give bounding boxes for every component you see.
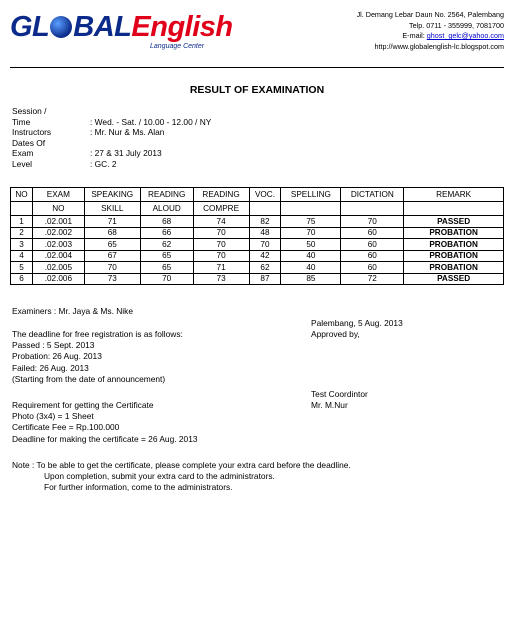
remark-cell: PROBATION xyxy=(404,250,504,262)
header-row-bottom xyxy=(11,202,504,216)
cell: 62 xyxy=(249,262,281,274)
cell: .02.005 xyxy=(32,262,84,274)
col-header: NO xyxy=(11,188,33,202)
results-table xyxy=(10,187,504,285)
approved-by: Approved by, xyxy=(311,329,360,339)
cell: .02.004 xyxy=(32,250,84,262)
logo-text xyxy=(10,10,233,44)
deadline-line: Failed: 26 Aug. 2013 xyxy=(12,362,89,373)
document-title: RESULT OF EXAMINATION xyxy=(189,84,325,96)
logo-subtitle: Language Center xyxy=(150,43,205,50)
remark-cell: PASSED xyxy=(404,273,504,285)
note-line: For further information, come to the administrators. xyxy=(44,482,233,493)
cell: 65 xyxy=(140,250,193,262)
cell: 72 xyxy=(341,273,404,285)
info-value: : GC. 2 xyxy=(90,158,117,169)
cell: 62 xyxy=(140,239,193,251)
col-header xyxy=(11,202,33,216)
cell: 66 xyxy=(140,227,193,239)
cell: 60 xyxy=(341,262,404,274)
cell: .02.002 xyxy=(32,227,84,239)
table-row xyxy=(11,273,504,285)
info-label: Exam xyxy=(12,148,34,159)
cell: 3 xyxy=(11,239,33,251)
cell: 73 xyxy=(84,273,140,285)
cell: 70 xyxy=(193,227,249,239)
info-label: Time xyxy=(12,116,31,127)
cell: 2 xyxy=(11,227,33,239)
cell: 5 xyxy=(11,262,33,274)
col-header xyxy=(404,202,504,216)
cell: 70 xyxy=(84,262,140,274)
deadline-line: The deadline for free registration is as follows: xyxy=(12,329,183,339)
cell: 85 xyxy=(281,273,341,285)
cell: 48 xyxy=(249,227,281,239)
certificate-line: Certificate Fee = Rp.100.000 xyxy=(12,422,120,433)
note-block xyxy=(12,460,351,494)
info-value: : 27 & 31 July 2013 xyxy=(90,148,162,159)
cell: 1 xyxy=(11,216,33,228)
table-row xyxy=(11,216,504,228)
cell: 68 xyxy=(140,216,193,228)
deadline-line: Passed : 5 Sept. 2013 xyxy=(12,340,95,351)
cell: 60 xyxy=(341,239,404,251)
col-header: NO xyxy=(32,202,84,216)
col-header: COMPRE xyxy=(193,202,249,216)
cell: 65 xyxy=(140,262,193,274)
info-label: Dates Of xyxy=(12,137,46,148)
cell: 70 xyxy=(140,273,193,285)
note-line: Note : To be able to get the certificate, please complete your extra card before the deadline. xyxy=(12,460,351,470)
email-link[interactable]: ghost_gelc@yahoo.com xyxy=(426,31,504,40)
header-row-top xyxy=(11,188,504,202)
header-divider xyxy=(10,67,504,68)
col-header: ALOUD xyxy=(140,202,193,216)
info-label: Level xyxy=(12,158,33,169)
cell: 50 xyxy=(281,239,341,251)
col-header xyxy=(281,202,341,216)
remark-cell: PROBATION xyxy=(404,262,504,274)
cell: 82 xyxy=(249,216,281,228)
table-row xyxy=(11,239,504,251)
website: http://www.globalenglish-lc.blogspot.com xyxy=(374,41,504,51)
cell: 60 xyxy=(341,227,404,239)
cell: .02.001 xyxy=(32,216,84,228)
table-row xyxy=(11,262,504,274)
certificate-line: Photo (3x4) = 1 Sheet xyxy=(12,411,94,422)
remark-cell: PASSED xyxy=(404,216,504,228)
contact-block xyxy=(357,10,504,52)
email-line xyxy=(357,31,504,42)
col-header: VOC. xyxy=(249,188,281,202)
deadline-block xyxy=(12,329,183,385)
logo-text-part3: English xyxy=(131,11,233,43)
logo-text-part2: BAL xyxy=(73,11,132,43)
cell: 70 xyxy=(281,227,341,239)
cell: 70 xyxy=(193,250,249,262)
certificate-line: Requirement for getting the Certificate xyxy=(12,400,154,410)
cell: 70 xyxy=(193,239,249,251)
cell: 40 xyxy=(281,250,341,262)
logo-text-part1: GL xyxy=(10,11,50,43)
info-value: : Mr. Nur & Ms. Alan xyxy=(90,127,165,138)
cell: 40 xyxy=(281,262,341,274)
cell: .02.006 xyxy=(32,273,84,285)
cell: 65 xyxy=(84,239,140,251)
table-row xyxy=(11,250,504,262)
col-header: READING xyxy=(140,188,193,202)
deadline-line: Probation: 26 Aug. 2013 xyxy=(12,351,102,362)
note-line: Upon completion, submit your extra card to the administrators. xyxy=(44,471,275,482)
globe-icon xyxy=(50,16,72,38)
cell: 71 xyxy=(193,262,249,274)
col-header xyxy=(341,202,404,216)
cell: 70 xyxy=(249,239,281,251)
cell: 6 xyxy=(11,273,33,285)
cell: 42 xyxy=(249,250,281,262)
cell: 4 xyxy=(11,250,33,262)
info-label: Session / xyxy=(12,106,47,116)
coordinator-name: Mr. M.Nur xyxy=(311,400,348,410)
cell: 70 xyxy=(341,216,404,228)
cell: .02.003 xyxy=(32,239,84,251)
cell: 68 xyxy=(84,227,140,239)
col-header: SPEAKING xyxy=(84,188,140,202)
logo xyxy=(10,10,250,56)
cell: 87 xyxy=(249,273,281,285)
cell: 75 xyxy=(281,216,341,228)
email-label: E-mail: xyxy=(402,31,425,40)
cell: 71 xyxy=(84,216,140,228)
col-header: READING xyxy=(193,188,249,202)
col-header: EXAM xyxy=(32,188,84,202)
remark-cell: PROBATION xyxy=(404,239,504,251)
remark-cell: PROBATION xyxy=(404,227,504,239)
col-header: SKILL xyxy=(84,202,140,216)
cell: 60 xyxy=(341,250,404,262)
cell: 67 xyxy=(84,250,140,262)
cell: 73 xyxy=(193,273,249,285)
table-row xyxy=(11,227,504,239)
certificate-line: Deadline for making the certificate = 26 Aug. 2013 xyxy=(12,433,198,444)
address: Jl. Demang Lebar Daun No. 2564, Palembang xyxy=(356,10,504,19)
deadline-line: (Starting from the date of announcement) xyxy=(12,373,166,384)
col-header: SPELLING xyxy=(281,188,341,202)
examiners: Examiners : Mr. Jaya & Ms. Nike xyxy=(12,306,133,316)
phone: Telp. 0711 - 355999, 7081700 xyxy=(409,20,504,30)
coordinator-title: Test Coordintor xyxy=(311,389,368,399)
place-date: Palembang, 5 Aug. 2013 xyxy=(311,318,403,328)
info-label: Instructors xyxy=(12,127,52,138)
col-header: DICTATION xyxy=(341,188,404,202)
cell: 74 xyxy=(193,216,249,228)
certificate-block xyxy=(12,400,198,445)
col-header xyxy=(249,202,281,216)
col-header: REMARK xyxy=(404,188,504,202)
info-value: : Wed. - Sat. / 10.00 - 12.00 / NY xyxy=(90,116,212,127)
